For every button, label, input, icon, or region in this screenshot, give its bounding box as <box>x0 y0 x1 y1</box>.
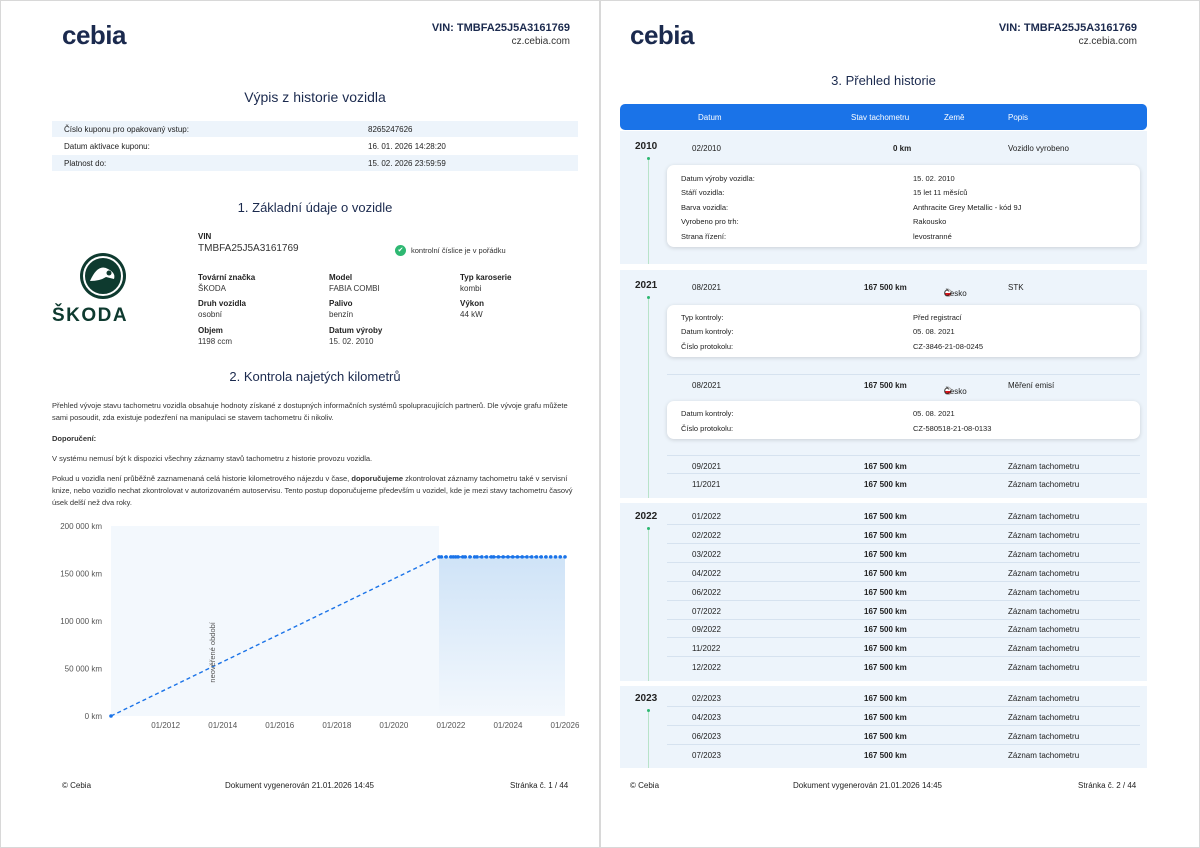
row-date: 01/2022 <box>692 512 721 521</box>
history-row <box>667 726 1140 745</box>
detail-value: CZ-3846-21-08-0245 <box>913 342 984 351</box>
recorded-period-area <box>439 557 565 716</box>
spec-label: Datum výroby <box>329 326 383 335</box>
check-icon: ✔ <box>395 245 406 256</box>
history-row <box>667 619 1140 638</box>
detail-label: Strana řízení: <box>681 232 727 241</box>
data-point <box>492 555 496 559</box>
row-odometer: 167 500 km <box>864 568 907 578</box>
history-row <box>667 474 1140 493</box>
detail-value: Před registrací <box>913 313 962 322</box>
data-point <box>456 555 460 559</box>
footer-copyright: © Cebia <box>62 781 92 790</box>
data-point <box>525 555 529 559</box>
detail-card <box>667 305 1140 357</box>
detail-card <box>667 401 1140 439</box>
coupon-row <box>52 138 578 154</box>
row-odometer: 167 500 km <box>864 381 907 390</box>
row-date: 04/2023 <box>692 713 721 722</box>
row-odometer: 167 500 km <box>864 606 907 616</box>
history-row <box>667 506 1140 525</box>
row-date: 09/2021 <box>692 462 721 471</box>
detail-value: CZ-580518-21-08-0133 <box>913 424 992 433</box>
data-point <box>516 555 520 559</box>
data-point <box>549 555 553 559</box>
coupon-value: 8265247626 <box>368 125 413 134</box>
history-row <box>667 138 1140 157</box>
row-date: 06/2023 <box>692 732 721 741</box>
detail-label: Datum výroby vozidla: <box>681 174 755 183</box>
history-row <box>667 374 1140 396</box>
data-point <box>511 555 515 559</box>
row-date: 02/2010 <box>692 144 721 153</box>
vin-check-text: kontrolní číslice je v pořádku <box>411 246 506 255</box>
detail-label: Datum kontroly: <box>681 327 734 336</box>
history-row <box>667 601 1140 620</box>
detail-label: Stáří vozidla: <box>681 188 725 197</box>
y-tick-label: 100 000 km <box>60 617 102 626</box>
coupon-row <box>52 155 578 171</box>
data-point <box>506 555 510 559</box>
section-odometer-title: 2. Kontrola najetých kilometrů <box>229 369 401 384</box>
data-point <box>554 555 558 559</box>
data-point <box>475 555 479 559</box>
row-description: Záznam tachometru <box>1008 568 1080 578</box>
y-tick-label: 50 000 km <box>64 664 102 674</box>
skoda-wordmark: ŠKODA <box>52 305 129 326</box>
spec-value: 1198 ccm <box>198 337 233 346</box>
recommendation-text-1: V systému nemusí být k dispozici všechny záznamy stavů tachometru z historie provozu vozidla. <box>52 454 373 463</box>
section-basic-info-title: 1. Základní údaje o vozidle <box>237 200 393 215</box>
row-odometer: 0 km <box>893 144 912 153</box>
row-odometer: 167 500 km <box>864 694 907 703</box>
row-odometer: 167 500 km <box>864 512 907 521</box>
row-description: Záznam tachometru <box>1008 751 1080 760</box>
detail-card <box>667 165 1140 247</box>
row-date: 12/2022 <box>692 663 721 673</box>
history-row <box>667 707 1140 726</box>
row-date: 06/2022 <box>692 587 721 597</box>
data-point <box>485 555 489 559</box>
history-row <box>667 582 1140 601</box>
spec-value: FABIA COMBI <box>329 284 380 293</box>
timeline-line <box>648 160 649 264</box>
coupon-row <box>52 121 578 137</box>
year-label: 2010 <box>635 141 658 152</box>
y-tick-label: 150 000 km <box>60 569 102 579</box>
section-history-title: 3. Přehled historie <box>831 73 936 88</box>
data-point <box>558 555 562 559</box>
spec-value: ŠKODA <box>198 284 227 293</box>
row-description: Záznam tachometru <box>1008 625 1080 635</box>
row-date: 02/2023 <box>692 694 721 703</box>
page-header-right <box>999 22 1137 47</box>
year-label: 2021 <box>635 280 658 291</box>
row-description: Záznam tachometru <box>1008 512 1080 521</box>
row-odometer: 167 500 km <box>864 644 907 654</box>
cebia-logo: cebia <box>630 20 694 50</box>
row-country-name: Česko <box>944 387 967 396</box>
row-description: Měření emisí <box>1008 381 1055 390</box>
vin-label: VIN <box>198 232 212 241</box>
coupon-label: Datum aktivace kuponu: <box>64 142 150 151</box>
data-point <box>535 555 539 559</box>
data-point <box>501 555 505 559</box>
recommendation-text-bold: doporučujeme <box>351 474 404 483</box>
spec-label: Model <box>329 273 353 282</box>
y-tick-label: 0 km <box>84 712 102 721</box>
spec-label: Tovární značka <box>198 273 256 282</box>
x-tick-label: 01/2014 <box>208 721 238 730</box>
row-date: 08/2021 <box>692 381 721 390</box>
row-description: Záznam tachometru <box>1008 606 1080 616</box>
spec-label: Typ karoserie <box>460 273 512 282</box>
row-date: 07/2022 <box>692 606 721 616</box>
data-point <box>563 555 567 559</box>
row-date: 03/2022 <box>692 549 721 559</box>
row-description: STK <box>1008 283 1024 292</box>
spec-value: kombi <box>460 284 482 293</box>
history-row <box>667 688 1140 707</box>
history-table-header <box>620 104 1147 130</box>
recommendation-text-2 <box>52 473 580 509</box>
spec-value: 15. 02. 2010 <box>329 337 374 346</box>
coupon-label: Číslo kuponu pro opakovaný vstup: <box>64 125 189 134</box>
data-point <box>544 555 548 559</box>
col-date-header: Datum <box>698 113 722 122</box>
history-row <box>667 455 1140 474</box>
header-vin: VIN: TMBFA25J5A3161769 <box>431 22 570 34</box>
coupon-label: Platnost do: <box>64 159 107 168</box>
footer-page-number: Stránka č. 2 / 44 <box>1078 781 1137 790</box>
odometer-intro-text: Přehled vývoje stavu tachometru vozidla obsahuje hodnoty získané z dostupných informačních systémů spolupracujících partnerů. Dle vývoje grafu můžete sami posoudit, zda existuje podezření na manipulaci se stavem tachometru či nikoliv. <box>52 401 568 422</box>
row-description: Záznam tachometru <box>1008 480 1080 489</box>
history-row <box>667 563 1140 582</box>
x-tick-label: 01/2024 <box>493 721 523 730</box>
row-odometer: 167 500 km <box>864 713 907 722</box>
page-header-right <box>432 22 570 47</box>
coupon-value: 16. 01. 2026 14:28:20 <box>368 142 446 151</box>
detail-value: levostranné <box>913 232 952 241</box>
row-odometer: 167 500 km <box>864 462 907 471</box>
spec-label: Objem <box>198 326 223 335</box>
row-odometer: 167 500 km <box>864 530 907 540</box>
detail-value: Anthracite Grey Metallic - kód 9J <box>913 203 1022 212</box>
unverified-period-band <box>111 526 439 716</box>
x-tick-label: 01/2026 <box>550 721 580 730</box>
detail-value: 15. 02. 2010 <box>913 174 955 183</box>
row-odometer: 167 500 km <box>864 480 907 489</box>
data-point <box>463 555 467 559</box>
data-point <box>497 555 501 559</box>
col-odometer-header: Stav tachometru <box>851 113 910 122</box>
x-tick-label: 01/2018 <box>322 721 352 730</box>
detail-value: 05. 08. 2021 <box>913 327 955 336</box>
y-tick-label: 200 000 km <box>60 522 102 531</box>
recommendation-text-part: Pokud u vozidla není průběžně zaznamenaná celá historie kilometrového nájezdu v čase, <box>52 474 352 483</box>
vin-value: TMBFA25J5A3161769 <box>198 243 299 254</box>
spec-label: Palivo <box>329 299 353 308</box>
footer-generated: Dokument vygenerován 21.01.2026 14:45 <box>225 781 374 790</box>
data-point <box>480 555 484 559</box>
timeline-line <box>648 712 649 768</box>
row-date: 07/2023 <box>692 751 721 760</box>
spec-value: 44 kW <box>460 310 483 319</box>
coupon-value: 15. 02. 2026 23:59:59 <box>368 159 446 168</box>
year-label: 2022 <box>635 511 658 522</box>
row-odometer: 167 500 km <box>864 549 907 559</box>
header-vin: VIN: TMBFA25J5A3161769 <box>998 22 1137 34</box>
spec-value: osobní <box>198 310 223 319</box>
timeline-line <box>648 530 649 681</box>
footer-page-number: Stránka č. 1 / 44 <box>510 781 569 790</box>
detail-label: Typ kontroly: <box>681 313 724 322</box>
detail-label: Barva vozidla: <box>681 203 729 212</box>
row-description: Záznam tachometru <box>1008 694 1080 703</box>
row-date: 02/2022 <box>692 530 721 540</box>
detail-label: Číslo protokolu: <box>681 424 734 433</box>
history-row <box>667 544 1140 563</box>
x-tick-label: 01/2012 <box>151 721 181 730</box>
history-row <box>667 638 1140 657</box>
cebia-logo: cebia <box>62 20 126 50</box>
year-label: 2023 <box>635 693 658 704</box>
detail-label: Datum kontroly: <box>681 409 734 418</box>
unverified-period-label: neověřené období <box>208 622 218 683</box>
history-row <box>667 657 1140 676</box>
row-description: Záznam tachometru <box>1008 462 1080 471</box>
data-point <box>444 555 448 559</box>
row-odometer: 167 500 km <box>864 283 907 292</box>
history-row <box>667 277 1140 296</box>
row-odometer: 167 500 km <box>864 751 907 760</box>
header-site: cz.cebia.com <box>511 36 570 47</box>
row-odometer: 167 500 km <box>864 663 907 673</box>
detail-label: Číslo protokolu: <box>681 342 734 351</box>
row-description: Záznam tachometru <box>1008 732 1080 741</box>
row-date: 11/2022 <box>692 644 721 654</box>
data-point <box>440 555 444 559</box>
footer-generated: Dokument vygenerován 21.01.2026 14:45 <box>793 781 942 790</box>
detail-label: Vyrobeno pro trh: <box>681 217 739 226</box>
skoda-emblem-icon <box>78 251 128 301</box>
row-description: Vozidlo vyrobeno <box>1008 144 1069 153</box>
data-point <box>109 714 113 718</box>
x-tick-label: 01/2020 <box>379 721 409 730</box>
row-description: Záznam tachometru <box>1008 663 1080 673</box>
col-country-header: Země <box>944 113 965 122</box>
report-title: Výpis z historie vozidla <box>244 89 386 105</box>
odometer-chart <box>52 518 580 738</box>
history-row <box>667 525 1140 544</box>
x-tick-label: 01/2016 <box>265 721 295 730</box>
data-point <box>539 555 543 559</box>
row-date: 09/2022 <box>692 625 721 635</box>
footer-copyright: © Cebia <box>630 781 660 790</box>
col-description-header: Popis <box>1008 113 1029 122</box>
row-description: Záznam tachometru <box>1008 549 1080 559</box>
data-point <box>530 555 534 559</box>
row-country-name: Česko <box>944 289 967 298</box>
row-date: 04/2022 <box>692 568 721 578</box>
data-point <box>468 555 472 559</box>
row-description: Záznam tachometru <box>1008 530 1080 540</box>
detail-value: 15 let 11 měsíců <box>913 188 968 197</box>
row-date: 08/2021 <box>692 283 721 292</box>
row-odometer: 167 500 km <box>864 587 907 597</box>
row-description: Záznam tachometru <box>1008 644 1080 654</box>
recommendation-label: Doporučení: <box>52 434 97 443</box>
x-tick-label: 01/2022 <box>436 721 466 730</box>
row-odometer: 167 500 km <box>864 732 907 741</box>
spec-label: Druh vozidla <box>198 299 247 308</box>
data-point <box>520 555 524 559</box>
spec-label: Výkon <box>460 299 485 308</box>
recommendation-text-part: zkontrolovat záznamy tachometru také v servisní knize, nebo vozidlo nechat zkontrolovat v autorizovaném autoservisu. Tento postup doporučujeme především u vozidel, kde je mezi stavy tachometru časový úsek delší než dva roky. <box>52 474 573 507</box>
timeline-line <box>648 299 649 498</box>
detail-value: 05. 08. 2021 <box>913 409 955 418</box>
spec-value: benzín <box>329 310 354 319</box>
row-odometer: 167 500 km <box>864 625 907 635</box>
header-site: cz.cebia.com <box>1078 36 1137 47</box>
row-date: 11/2021 <box>692 480 721 489</box>
detail-value: Rakousko <box>913 217 947 226</box>
row-description: Záznam tachometru <box>1008 713 1080 722</box>
history-row <box>667 745 1140 764</box>
row-description: Záznam tachometru <box>1008 587 1080 597</box>
